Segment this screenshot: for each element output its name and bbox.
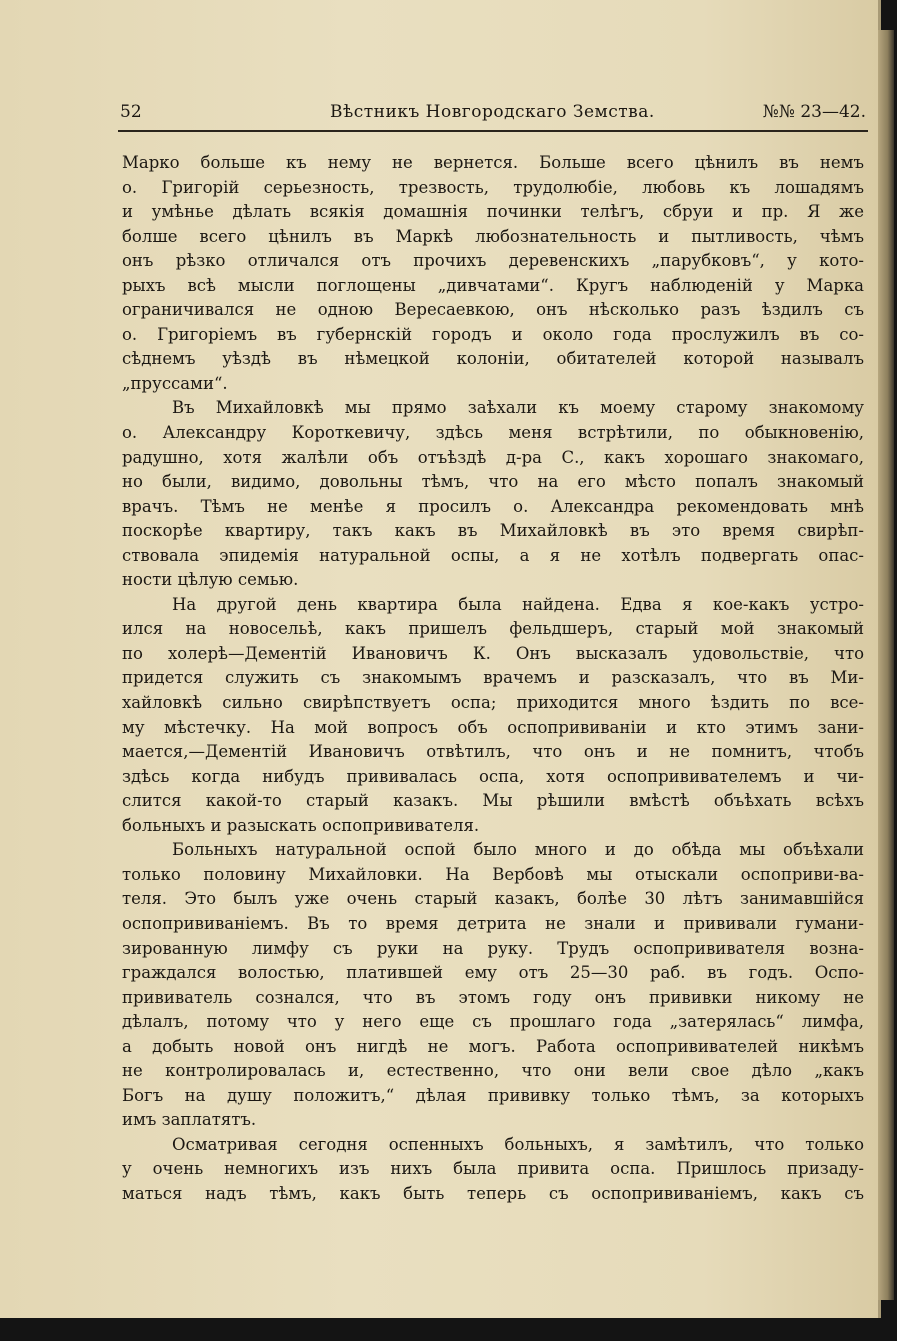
text-line: ограничивался не одною Вересаевкою, онъ нѣсколько разъ ѣздилъ съ — [122, 300, 864, 320]
text-line: рыхъ всѣ мысли поглощены „дивчатами“. Кругъ наблюденій у Марка — [122, 275, 864, 295]
text-line: о. Александру Короткевичу, здѣсь меня встрѣтили, по обыкновенію, — [122, 423, 864, 443]
text-line: о. Григорій серьезность, трезвость, трудолюбіе, любовь къ лошадямъ — [122, 177, 864, 197]
article-body — [122, 151, 864, 1207]
text-line: „пруссами“. — [122, 373, 228, 393]
page-header — [120, 100, 866, 128]
text-line: поскорѣе квартиру, такъ какъ въ Михайловкѣ въ это время свирѣп- — [122, 521, 864, 541]
text-line: больныхъ и разыскать оспопрививателя. — [122, 815, 480, 835]
text-line: ствовала эпидемія натуральной оспы, а я не хотѣлъ подвергать опас- — [122, 545, 864, 565]
text-line: дѣлалъ, потому что у него еще съ прошлаго года „затерялась“ лимфа, — [122, 1012, 864, 1032]
text-line: хайловкѣ сильно свирѣпствуетъ оспа; приходится много ѣздить по все- — [122, 693, 864, 713]
book-spine-edge — [878, 30, 894, 1300]
text-line: Въ Михайловкѣ мы прямо заѣхали къ моему старому знакомому — [172, 398, 864, 418]
text-line: му мѣстечку. На мой вопросъ объ оспопрививаніи и кто этимъ зани- — [122, 717, 864, 737]
text-line: только половину Михайловки. На Вербовѣ мы отыскали оспоприви-ва- — [122, 864, 864, 884]
text-line: зированную лимфу съ руки на руку. Трудъ оспопрививателя возна- — [122, 938, 864, 958]
issue-number: №№ 23—42. — [762, 102, 866, 122]
text-line: ился на новосельѣ, какъ пришелъ фельдшеръ, старый мой знакомый — [122, 619, 864, 639]
text-line: радушно, хотя жалѣли объ отъѣздѣ д-ра С., какъ хорошаго знакомаго, — [122, 447, 864, 467]
text-line: Осматривая сегодня оспенныхъ больныхъ, я замѣтилъ, что только — [172, 1134, 864, 1154]
text-line: Богъ на душу положитъ,“ дѣлая прививку только тѣмъ, за которыхъ — [122, 1085, 864, 1105]
text-line: болше всего цѣнилъ въ Маркѣ любознательность и пытливость, чѣмъ — [122, 226, 864, 246]
text-line: о. Григоріемъ въ губернскій городъ и около года прослужилъ въ со- — [122, 324, 864, 344]
text-line: но были, видимо, довольны тѣмъ, что на его мѣсто попалъ знакомый — [122, 472, 864, 492]
text-line: теля. Это былъ уже очень старый казакъ, болѣе 30 лѣтъ занимавшійся — [122, 889, 864, 909]
page-number: 52 — [120, 102, 142, 122]
text-line: и умѣнье дѣлать всякія домашнія починки телѣгъ, сбруи и пр. Я же — [122, 202, 864, 222]
text-line: мается,—Дементій Ивановичъ отвѣтилъ, что онъ и не помнитъ, чтобъ — [122, 742, 864, 762]
text-line: не контролировалась и, естественно, что они вели свое дѣло „какъ — [122, 1061, 864, 1081]
text-line: Марко больше къ нему не вернется. Больше всего цѣнилъ въ немъ — [122, 153, 864, 172]
text-line: по холерѣ—Дементій Ивановичъ К. Онъ высказалъ удовольствіе, что — [122, 643, 864, 663]
text-line: На другой день квартира была найдена. Едва я кое-какъ устро- — [172, 594, 864, 614]
text-line: здѣсь когда нибудъ прививалась оспа, хотя оспопрививателемъ и чи- — [122, 766, 864, 786]
journal-title: Вѣстникъ Новгородскаго Земства. — [330, 102, 655, 122]
text-line: сѣднемъ уѣздѣ въ нѣмецкой колоніи, обитателей которой называлъ — [122, 349, 864, 369]
text-line: а добыть новой онъ нигдѣ не могъ. Работа оспопрививателей никѣмъ — [122, 1036, 864, 1056]
text-line: Больныхъ натуральной оспой было много и до обѣда мы объѣхали — [172, 840, 864, 860]
text-line: прививатель сознался, что въ этомъ году онъ прививки никому не — [122, 987, 864, 1007]
text-line: граждался волостью, платившей ему отъ 25—30 раб. въ годъ. Оспо- — [122, 963, 864, 983]
text-line: у очень немногихъ изъ нихъ была привита оспа. Пришлось призаду- — [122, 1159, 864, 1179]
text-line: маться надъ тѣмъ, какъ быть теперь съ оспопрививаніемъ, какъ съ — [122, 1183, 864, 1203]
text-line: слится какой-то старый казакъ. Мы рѣшили вмѣстѣ объѣхать всѣхъ — [122, 791, 864, 811]
text-line: имъ заплатятъ. — [122, 1110, 257, 1130]
header-rule — [118, 130, 868, 132]
text-line: придется служить съ знакомымъ врачемъ и разсказалъ, что въ Ми- — [122, 668, 864, 688]
text-line: врачъ. Тѣмъ не менѣе я просилъ о. Александра рекомендовать мнѣ — [122, 496, 864, 516]
text-line: оспопрививаніемъ. Въ то время детрита не знали и прививали гумани- — [122, 913, 864, 933]
text-line: ности цѣлую семью. — [122, 570, 299, 590]
text-line: онъ рѣзко отличался отъ прочихъ деревенскихъ „парубковъ“, у кото- — [122, 251, 864, 271]
